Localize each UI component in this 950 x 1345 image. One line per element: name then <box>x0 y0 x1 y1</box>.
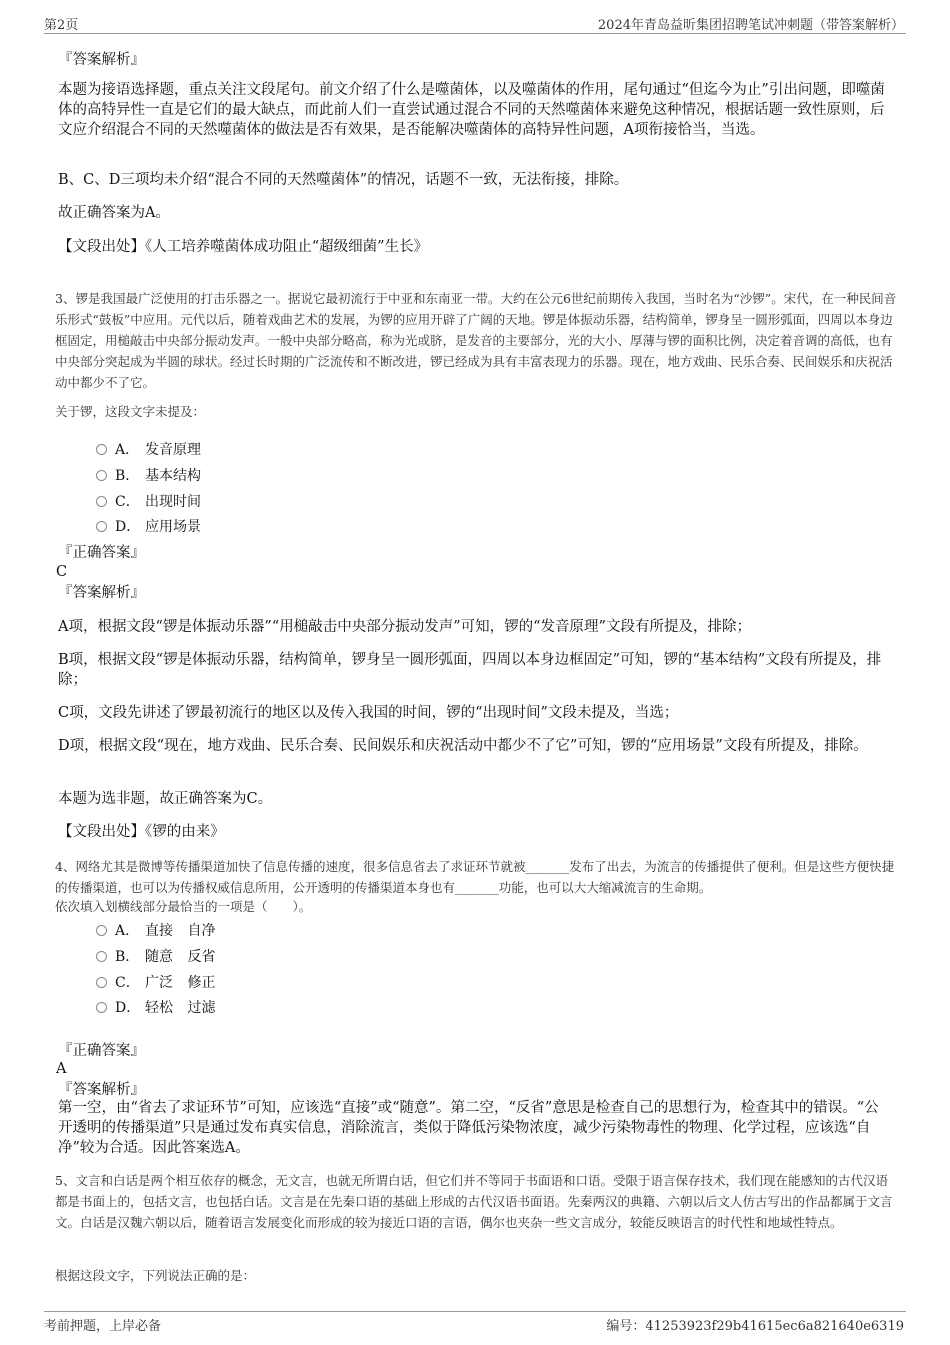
q3-option-d[interactable]: D． 应用场景 <box>96 516 201 536</box>
q5-question: 根据这段文字，下列说法正确的是： <box>55 1268 256 1283</box>
q3-option-a[interactable]: A． 发音原理 <box>96 439 201 459</box>
q2-source: 【文段出处】《人工培养噬菌体成功阻止“超级细菌”生长》 <box>58 239 429 255</box>
q3-analysis-conclusion: 本题为选非题，故正确答案为C。 <box>58 791 273 807</box>
footer-divider <box>44 1311 906 1312</box>
q2-analysis-label: 『答案解析』 <box>58 52 145 68</box>
radio-icon[interactable] <box>96 521 107 532</box>
q3-analysis-d: D项，根据文段“现在，地方戏曲、民乐合奏、民间娱乐和庆祝活动中都少不了它”可知，锣的“应用场景”文段有所提及，排除。 <box>58 738 868 754</box>
q4-option-b[interactable]: B． 随意 反省 <box>96 946 215 966</box>
q3-analysis-c: C项，文段先讲述了锣最初流行的地区以及传入我国的时间，锣的“出现时间”文段未提及，当选； <box>58 705 679 721</box>
q4-answer-label: 『正确答案』 <box>58 1043 145 1059</box>
q2-analysis-paragraph-3: 故正确答案为A。 <box>58 205 170 221</box>
q3-passage: 3、锣是我国最广泛使用的打击乐器之一。据说它最初流行于中亚和东南亚一带。大约在公元6世纪前期传入我国，当时名为“沙锣”。宋代，在一种民间音乐形式“鼓板”中应用。元代以后，随着戏曲艺术的发展，为锣的应用开辟了广阔的天地。锣是体振动乐器，结构简单，锣身呈一圆形弧面，四周以本身边框固定，用槌敲击中央部分振动发声。一般中央部分略高，称为光或脐，是发音的主要部分，光的大小、厚薄与锣的面积比例，决定着音调的高低，也有中央部分突起成为半圆的球状。经过长时期的广泛流传和不断改进，锣已经成为具有丰富表现力的乐器。现在，地方戏曲、民乐合奏、民间娱乐和庆祝活动中都少不了它。 <box>55 291 897 390</box>
q4-analysis: 第一空，由“省去了求证环节”可知，应该选“直接”或“随意”。第二空，“反省”意思是检查自己的思想行为，检查其中的错误。“公开透明的传播渠道”只是通过发布真实信息，消除流言，类似于降低污染物浓度，减少污染物毒性的物理、化学过程，应该选“自净”较为合适。因此答案选A。 <box>58 1100 879 1156</box>
q4-question: 依次填入划横线部分最恰当的一项是（ ）。 <box>55 899 312 914</box>
q3-source: 【文段出处】《锣的由来》 <box>58 824 225 840</box>
q3-option-b[interactable]: B． 基本结构 <box>96 465 201 485</box>
q4-option-d[interactable]: D． 轻松 过滤 <box>96 997 215 1017</box>
q2-analysis-paragraph-1: 本题为接语选择题，重点关注文段尾句。前文介绍了什么是噬菌体，以及噬菌体的作用，尾句通过“但迄今为止”引出问题，即噬菌体的高特异性一直是它们的最大缺点，而此前人们一直尝试通过混合不同的天然噬菌体来避免这种情况，根据话题一致性原则，后文应介绍混合不同的天然噬菌体的做法是否有效果，是否能解决噬菌体的高特异性问题，A项衔接恰当，当选。 <box>58 82 885 138</box>
radio-icon[interactable] <box>96 925 107 936</box>
q4-passage: 4、网络尤其是微博等传播渠道加快了信息传播的速度，很多信息省去了求证环节就被_______发布了出去，为流言的传播提供了便利。但是这些方便快捷的传播渠道，也可以为传播权威信息所用，公开透明的传播渠道本身也有_______功能，也可以大大缩减流言的生命期。 <box>55 859 895 895</box>
footer-code: 编号：41253923f29b41615ec6a821640e6319 <box>606 1319 904 1334</box>
q3-answer: C <box>56 564 68 580</box>
radio-icon[interactable] <box>96 470 107 481</box>
q3-analysis-a: A项，根据文段“锣是体振动乐器”“用槌敲击中央部分振动发声”可知，锣的“发音原理”文段有所提及，排除； <box>58 619 751 635</box>
radio-icon[interactable] <box>96 444 107 455</box>
q4-option-a[interactable]: A． 直接 自净 <box>96 920 215 940</box>
footer-slogan: 考前押题，上岸必备 <box>44 1319 162 1334</box>
radio-icon[interactable] <box>96 496 107 507</box>
radio-icon[interactable] <box>96 951 107 962</box>
q3-answer-label: 『正确答案』 <box>58 545 145 561</box>
header-divider <box>44 33 906 34</box>
q3-question: 关于锣，这段文字未提及： <box>55 404 206 419</box>
q3-analysis-label: 『答案解析』 <box>58 585 145 601</box>
page-number: 第2页 <box>44 18 79 33</box>
radio-icon[interactable] <box>96 1002 107 1013</box>
radio-icon[interactable] <box>96 977 107 988</box>
q3-analysis-b: B项，根据文段“锣是体振动乐器，结构简单，锣身呈一圆形弧面，四周以本身边框固定”可知，锣的“基本结构”文段有所提及，排除； <box>58 652 882 688</box>
q3-option-c[interactable]: C． 出现时间 <box>96 491 201 511</box>
q5-passage: 5、文言和白话是两个相互依存的概念，无文言，也就无所谓白话，但它们并不等同于书面语和口语。受限于语言保存技术，我们现在能感知的古代汉语都是书面上的，包括文言，也包括白话。文言是在先秦口语的基础上形成的古代汉语书面语。先秦两汉的典籍、六朝以后文人仿古写出的作品都属于文言文。白话是汉魏六朝以后，随着语言发展变化而形成的较为接近口语的言语，偶尔也夹杂一些文言成分，较能反映语言的时代性和地域性特点。 <box>55 1173 893 1230</box>
q4-analysis-label: 『答案解析』 <box>58 1082 145 1098</box>
q4-answer: A <box>56 1061 67 1077</box>
q4-option-c[interactable]: C． 广泛 修正 <box>96 972 215 992</box>
document-title: 2024年青岛益昕集团招聘笔试冲刺题（带答案解析） <box>597 18 904 33</box>
q2-analysis-paragraph-2: B、C、D三项均未介绍“混合不同的天然噬菌体”的情况，话题不一致，无法衔接，排除。 <box>58 172 629 188</box>
